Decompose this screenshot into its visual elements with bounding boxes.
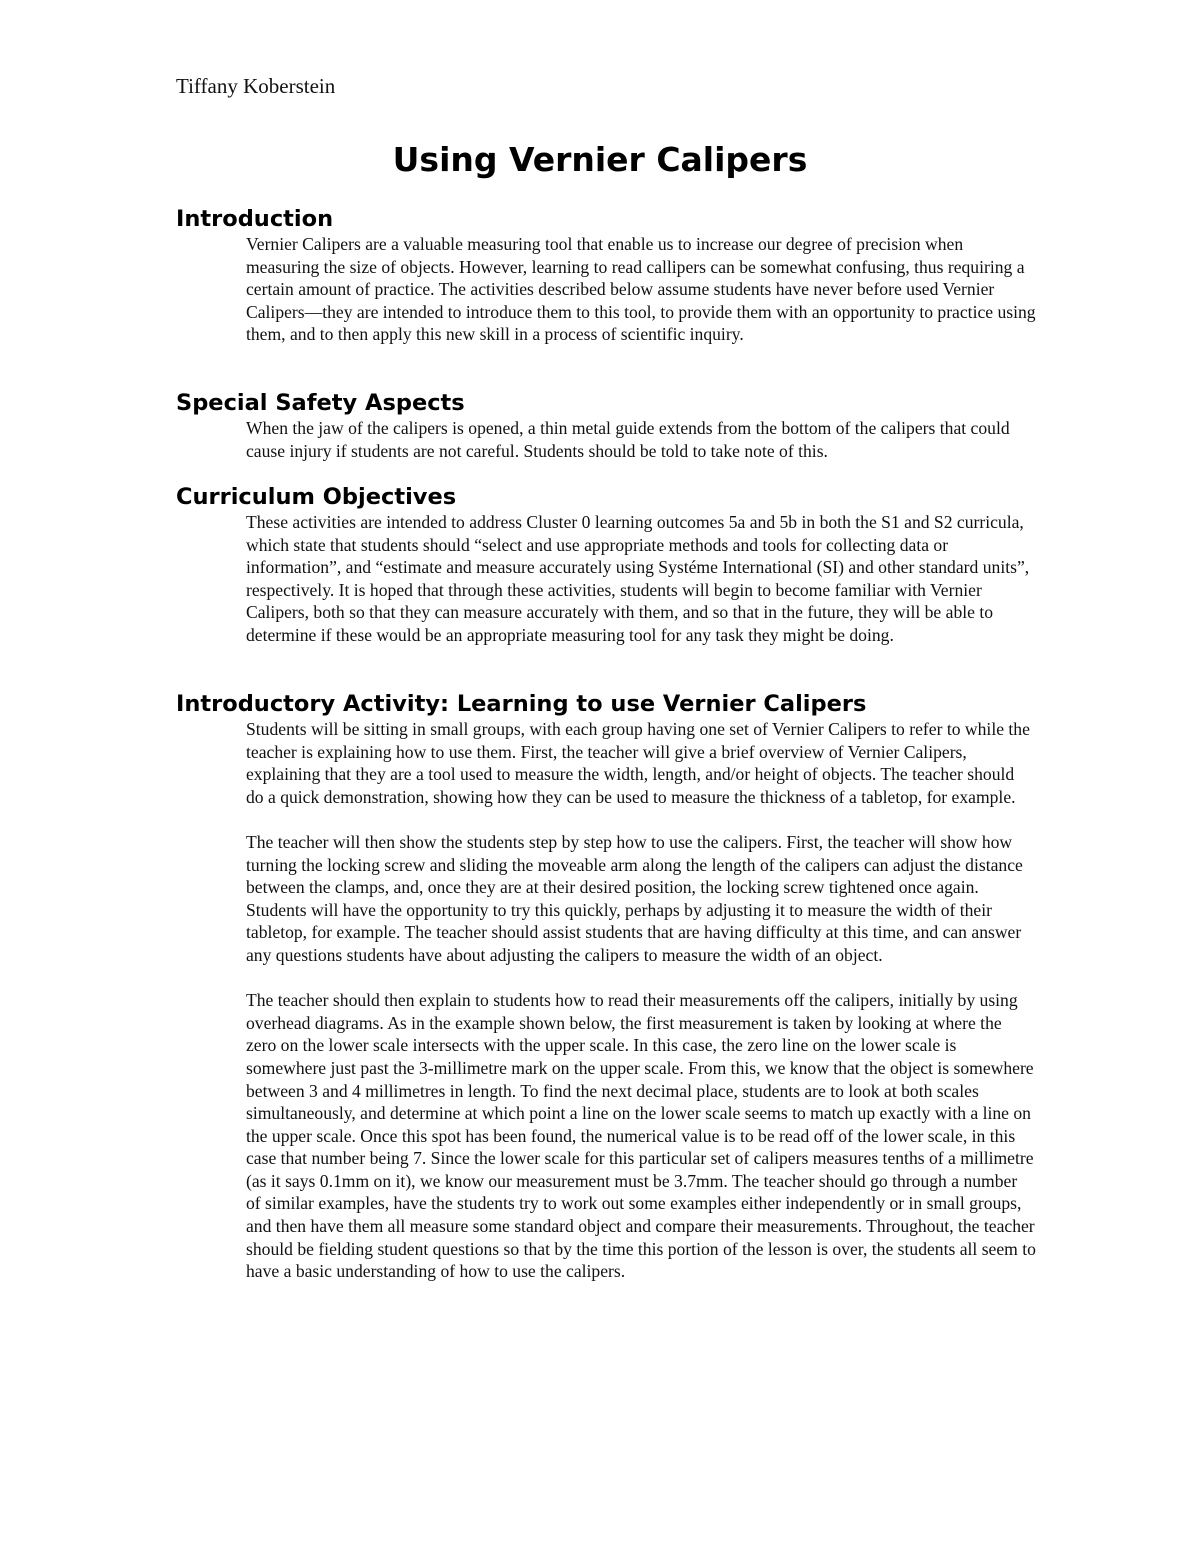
section-introduction xyxy=(176,205,1036,346)
section-curriculum xyxy=(176,483,1036,647)
section-heading: Special Safety Aspects xyxy=(176,390,465,416)
section-paragraph: The teacher should then explain to students how to read their measurements off the calipers, initially by using overhead diagrams. As in the example shown below, the first measurement is taken by looking at where the zero on the lower scale intersects with the upper scale. In this case, the zero line on the lower scale is somewhere just past the 3-millimetre mark on the upper scale. From this, we know that the object is somewhere between 3 and 4 millimetres in length. To find the next decimal place, students are to look at both scales simultaneously, and determine at which point a line on the lower scale seems to match up exactly with a line on the upper scale. Once this spot has been found, the numerical value is to be read off of the lower scale, in this case that number being 7. Since the lower scale for this particular set of calipers measures tenths of a millimetre (as it says 0.1mm on it), we know our measurement must be 3.7mm. The teacher should go through a number of similar examples, have the students try to work out some examples either independently or in small groups, and then have them all measure some standard object and compare their measurements. Throughout, the teacher should be fielding student questions so that by the time this portion of the lesson is over, the students all seem to have a basic understanding of how to use the calipers. xyxy=(246,990,1036,1282)
section-paragraph: The teacher will then show the students step by step how to use the calipers. First, the teacher will show how turning the locking screw and sliding the moveable arm along the length of the calipers can adjust the distance between the clamps, and, once they are at their desired position, the locking screw tightened once again. Students will have the opportunity to try this quickly, perhaps by adjusting it to measure the width of their tabletop, for example. The teacher should assist students that are having difficulty at this time, and can answer any questions students have about adjusting the calipers to measure the width of an object. xyxy=(246,831,1023,965)
section-introductory-activity xyxy=(176,690,1036,1283)
author-name: Tiffany Koberstein xyxy=(176,74,336,98)
section-paragraph: Students will be sitting in small groups, with each group having one set of Vernier Calipers to refer to while the teacher is explaining how to use them. First, the teacher will give a brief overview of Vernier Calipers, explaining that they are a tool used to measure the width, length, and/or height of objects. The teacher should do a quick demonstration, showing how they can be used to measure the thickness of a tabletop, for example. xyxy=(246,719,1030,807)
section-paragraph: When the jaw of the calipers is opened, a thin metal guide extends from the bottom of the calipers that could cause injury if students are not careful. Students should be told to take note of this. xyxy=(246,418,1010,461)
section-heading: Introductory Activity: Learning to use Vernier Calipers xyxy=(176,691,867,717)
section-heading: Curriculum Objectives xyxy=(176,484,457,510)
section-safety xyxy=(176,389,1036,462)
section-paragraph: Vernier Calipers are a valuable measuring tool that enable us to increase our degree of precision when measuring the size of objects. However, learning to read callipers can be somewhat confusing, thus requiring a certain amount of practice. The activities described below assume students have never before used Vernier Calipers—they are intended to introduce them to this tool, to provide them with an opportunity to practice using them, and to then apply this new skill in a process of scientific inquiry. xyxy=(246,234,1036,345)
section-paragraph: These activities are intended to address Cluster 0 learning outcomes 5a and 5b in both the S1 and S2 curricula, which state that students should “select and use appropriate methods and tools for collecting data or information”, and “estimate and measure accurately using Systéme International (SI) and other standard units”, respectively. It is hoped that through these activities, students will begin to become familiar with Vernier Calipers, both so that they can measure accurately with them, and so that in the future, they will be able to determine if these would be an appropriate measuring tool for any task they might be doing. xyxy=(246,512,1030,645)
section-heading: Introduction xyxy=(176,206,334,232)
document-title: Using Vernier Calipers xyxy=(392,140,808,179)
